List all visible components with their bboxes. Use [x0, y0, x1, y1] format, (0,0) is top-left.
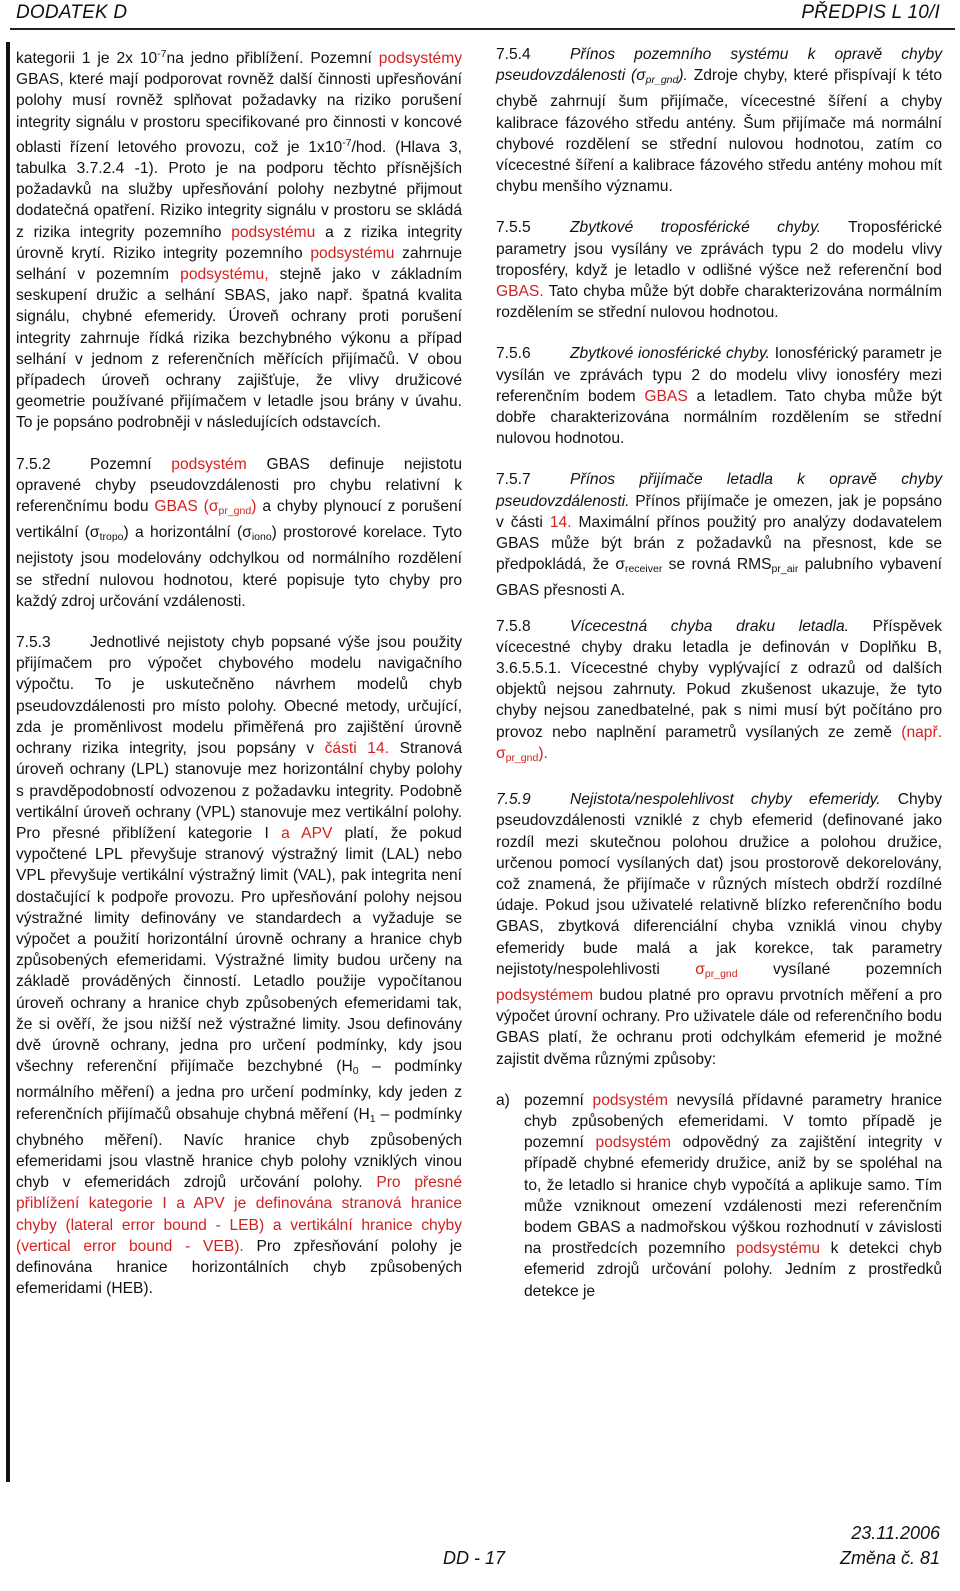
header-annex-title: DODATEK D: [16, 2, 128, 23]
paragraph-7-5-6: 7.5.6 Zbytkové ionosférické chyby. Ionosférický parametr je vysílán ve zprávách typu 2 do modelu vlivy ionosféry mezi referenčním bodem GBAS a letadlem. Tato chyba může být dobře charakterizována normálním rozdělením se střední nulovou hodnotou.: [496, 345, 942, 448]
paragraph-7-5-2: 7.5.2 Pozemní podsystém GBAS definuje nejistotu opravené chyby pseudovzdálenosti pro chybu relativní k referenčnímu bodu GBAS $(\sigma_{pr\_gnd})$ a chyby plynoucí z porušení vertikální $(\sigma_{tropo})$ a horizontální $(\sigma_{iono})$ prostorové korelace. Tyto nejistoty jsou modelovány odchylkou od normálního rozdělení se střední nulovou hodnotou, které popisuje tyto chyby pro každý zdroj určování vzdálenosti.: [16, 455, 462, 610]
list-item-label: a): [496, 1091, 510, 1109]
change-marker-bar: [6, 42, 10, 1482]
list-item-text: pozemní podsystém nevysílá přídavné parametry hranice chyb způsobených efemeridami. V tomto případě je pozemní podsystém odpovědný za zajištění integrity v případě chybné efemeridy družice, aniž by se spoléhal na to, že letadlo si hranice chyb vypočítá a aplikuje samo. Tím může vzniknout omezení vzdálenosti mezi referenčním bodem GBAS a nadmořskou výškou rozhodnutí v závislosti na prostředcích pozemního podsystému k detekci chyb efemerid zdrojů určování polohy. Jedním z prostředků detekce je: [524, 1091, 942, 1300]
header-rule: [10, 28, 955, 30]
section-title: Přínos pozemního systému k opravě chyby pseudovzdálenosti (σ: [496, 46, 942, 85]
section-number: 7.5.6: [496, 345, 531, 363]
section-title: Zbytkové troposférické chyby.: [570, 219, 822, 237]
section-title: Zbytkové ionosférické chyby.: [570, 345, 770, 363]
paragraph-7-5-4: 7.5.4 Přínos pozemního systému k opravě chyby pseudovzdálenosti $(\sigma_{pr\_gnd})$. Zdroje chyby, které přispívají k této chybě zahrnují šum přijímače, vícecestné šíření a chyby kalibrace fázového středu antény. Šum přijímače má normální chybové rozdělení se střední nulovou hodnotou, zatím co vícecestné šíření a kalibrace fázového středu antény mohou mít chybu menšího významu.: [496, 46, 942, 196]
paragraph-7-5-9: 7.5.9 Nejistota/nespolehlivost chyby efemeridy. Chyby pseudovzdálenosti vzniklé z chyb efemerid (definované jako rozdíl mezi skutečnou polohou družice a polohou družice, určenou pomocí vysílaných dat) jsou prostorově dekorelovány, což znamená, že přijímače v různých místech obdrží rozdílné údaje. Pokud jsou uživatelé relativně blízko referenčního bodu GBAS, zbytková diferenciální chyba vzniklá vinou chyby efemeridy bude malá a jak korekce, tak parametry nejistoty/nespolehlivosti $\sigma_{pr\_gnd}$ vysílané pozemních podsystémem budou platné pro opravu prvotních měření a pro výpočet úrovní ochrany. Pro uživatele dále od referenčního bodu GBAS platí, že ochranu proti odchylkám efemerid je možné zajistit dvěma různými způsoby:: [496, 791, 942, 1068]
footer-date: 23.11.2006: [851, 1523, 940, 1543]
section-number: 7.5.5: [496, 219, 531, 237]
paragraph-7-5-3: 7.5.3 Jednotlivé nejistoty chyb popsané výše jsou použity přijímačem pro výpočet chybového modelu navigačního výpočtu. To je uskutečněno návrhem modelů chyb pseudovzdálenosti pro místo polohy. Obecné metody, určující, zda je proměnlivost modelu přiměřená pro zajištění úrovně ochrany rizika integrity, jsou popsány v části 14. Stranová úroveň ochrany (LPL) stanovuje mez horizontální chyby polohy s pravděpodobností odvozenou z požadavku integrity. Podobně vertikální úroveň ochrany (VPL) stanovuje mez vertikální polohy. Pro přesné přiblížení kategorie I a APV platí, že pokud vypočtené LPL převyšuje stranový výstražný limit (LAL) nebo VPL převyšuje vertikální výstražný limit (VAL), pak integrita není dostačující k podpoře provozu. Pro upřesňování polohy nejsou výstražné limity definovány ve standardech a vyžaduje se výpočet a použití horizontální úrovně ochrany a hranice chyb způsobených efemeridami. Výstražné limity budou určeny na základě prováděných činností. Letadlo použije vypočítanou úroveň ochrany a hranice chyb způsobených efemeridami tak, že si ověří, že jsou nižší než výstražné limity. Jsou definovány dvě úrovně ochrany, jedna pro určení podmínky, kdy jsou všechny referenční přijímače bezchybné ($H_0$ – podmínky normálního měření) a jedna pro určení podmínky, kdy jeden z referenčních přijímačů obsahuje chybná měření ($H_1$ – podmínky chybného měření). Navíc hranice chyb způsobených efemeridami jsou vlastně hranice chyb polohy vzniklých vinou chyb v efemeridách zdrojů určování polohy. Pro přesné přiblížení kategorie I a APV je definována stranová hranice chyby (lateral error bound - LEB) a vertikální hranice chyby (vertical error bound - VEB). Pro zpřesňování polohy je definována hranice horizontálních chyb způsobených efemeridami (HEB).: [16, 634, 463, 1298]
right-column: [496, 44, 942, 1302]
section-number: 7.5.2: [16, 455, 51, 473]
footer-page-number: DD - 17: [443, 1548, 506, 1568]
paragraph-7-5-7: 7.5.7 Přínos přijímače letadla k opravě chyby pseudovzdálenosti. Přínos přijímače je omezen, jak je popsáno v části 14. Maximální přínos použitý pro analýzy dodavatelem GBAS může být brán z požadavků na přesnost, kde se předpokládá, že $\sigma_{receiver}$ se rovná $RMS_{pr\_air}$ palubního vybavení GBAS přesnosti A.: [496, 471, 943, 600]
section-number: 7.5.3: [16, 634, 51, 652]
footer-amendment: Změna č. 81: [839, 1548, 940, 1568]
section-number: 7.5.4: [496, 46, 531, 63]
header-regulation-title: PŘEDPIS L 10/I: [801, 2, 940, 23]
section-number: 7.5.7: [496, 471, 531, 489]
section-number: 7.5.9: [496, 791, 531, 809]
page-header: [0, 0, 960, 30]
section-title: Přínos přijímače letadla k opravě chyby pseudovzdálenosti.: [496, 471, 942, 510]
list-item-a: [496, 1090, 942, 1302]
section-title: Vícecestná chyba draku letadla.: [570, 617, 850, 635]
left-column: [16, 44, 462, 1319]
paragraph-7-5-5: 7.5.5 Zbytkové troposférické chyby. Troposférické parametry jsou vysílány ve zprávách typu 2 do modelu vlivy troposféry, když je letadlo v odlišné výšce než referenční bod GBAS. Tato chyba může být dobře charakterizována normálním rozdělením se střední nulovou hodnotou.: [496, 219, 942, 322]
paragraph-intro: kategorii 1 je 2x $10^{-7}na$ jedno přiblížení. Pozemní podsystémy GBAS, které mají podporovat rovněž další činnosti upřesňování polohy musí rovněž splňovat požadavky na riziko porušení integrity signálu v prostoru specifikované pro činnosti v koncové oblasti řízení letového provozu, což je $1x10^{-7}$/hod. (Hlava 3, tabulka 3.7.2.4 -1). Proto je na podporu těchto přísnějších požadavků na služby upřesňování polohy nezbytné přijmout dodatečná opatření. Riziko integrity signálu v prostoru se skládá z rizika integrity pozemního podsystému a z rizika integrity úrovně krytí. Riziko integrity pozemního podsystému zahrnuje selhání v pozemním podsystému, stejně jako v základním seskupení družic a selhání SBAS, jako např. špatná kvalita signálu, chybné efemeridy. Úroveň ochrany proti porušení integrity zahrnuje řídká rizika bezchybného výkonu a případ selhání v jednom z referenčních měřících přijímačů. V obou případech úroveň ochrany zajišťuje, že vlivy družicové geometrie používané přijímačem v letadle jsou brány v úvahu. To je popsáno podrobněji v následujících odstavcích.: [16, 48, 462, 432]
section-title: Nejistota/nespolehlivost chyby efemeridy.: [570, 791, 881, 809]
paragraph-7-5-8: 7.5.8 Vícecestná chyba draku letadla. Příspěvek vícecestné chyby draku letadla je definován v Doplňku B, 3.6.5.5.1. Vícecestné chyby vyplývající z odrazů od dalších objektů nejsou zahrnuty. Pokud zkušenost ukazuje, že tyto chyby nejsou zanedbatelné, pak s nimi musí být počítáno pro provoz nebo naplnění parametrů vysílaných ze země (např. $\sigma_{pr\_gnd}$).: [496, 617, 943, 764]
section-number: 7.5.8: [496, 617, 531, 635]
